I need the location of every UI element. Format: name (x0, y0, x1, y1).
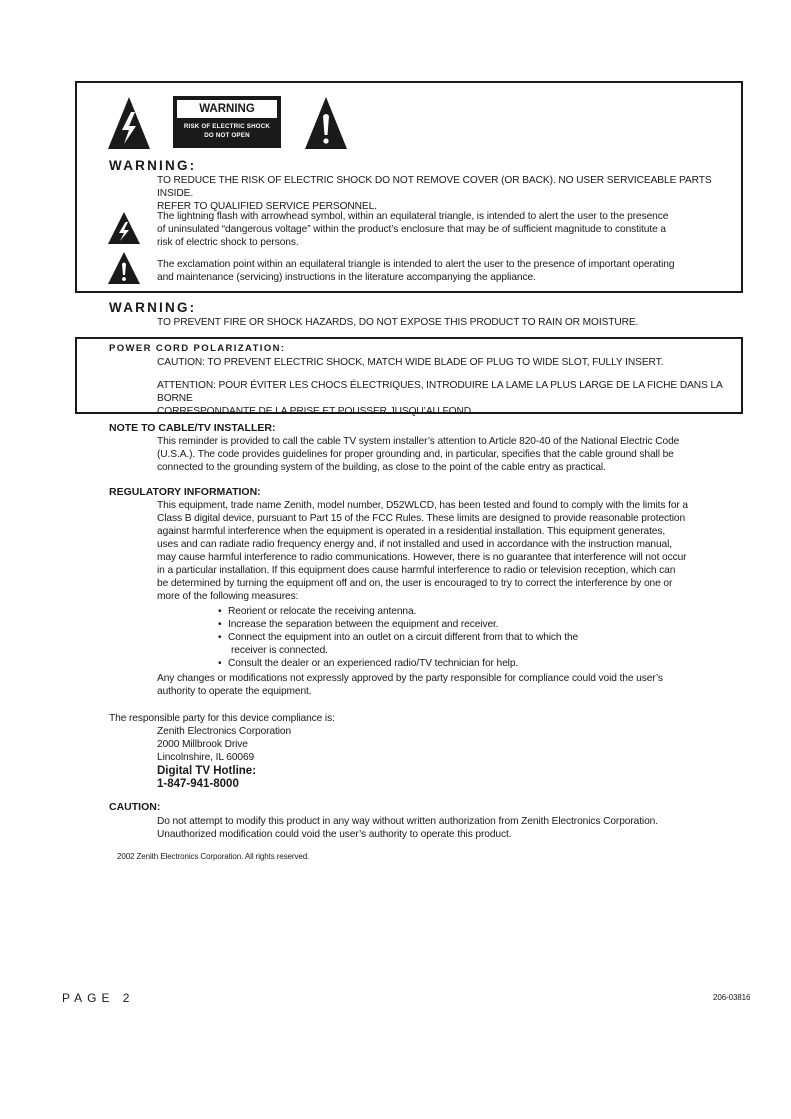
polarization-attention (157, 379, 737, 418)
caution-line: Unauthorized modification could void the user’s authority to operate this product. (157, 829, 512, 840)
exclamation-explanation (157, 258, 737, 284)
warning1-text (157, 174, 732, 213)
warning1-line2: REFER TO QUALIFIED SERVICE PERSONNEL. (157, 201, 377, 212)
cable-line: connected to the grounding system of the building, as close to the point of the cable entry as practical. (157, 462, 606, 473)
regulatory-line: in a particular installation. If this equipment does cause harmful interference to radio or television reception, which can (157, 565, 676, 576)
lightning-warning-icon (107, 96, 151, 155)
exclamation-line: and maintenance (servicing) instructions in the literature accompanying the appliance. (157, 272, 536, 283)
regulatory-line: more of the following measures: (157, 591, 299, 602)
warning-label (173, 96, 281, 148)
warning-label-line2: DO NOT OPEN (204, 131, 250, 139)
attention-line: CORRESPONDANTE DE LA PRISE ET POUSSER JUSQU’AU FOND. (157, 406, 474, 417)
regulatory-line: may cause harmful interference to radio communications. However, there is no guarantee that interference will not occur (157, 552, 687, 563)
copyright: 2002 Zenith Electronics Corporation. All rights reserved. (117, 852, 310, 861)
street-address: 2000 Millbrook Drive (157, 739, 248, 750)
lightning-small-icon (107, 211, 141, 250)
regulatory-text (157, 499, 737, 603)
cable-note-heading: NOTE TO CABLE/TV INSTALLER: (109, 422, 276, 434)
attention-line: ATTENTION: POUR ÉVITER LES CHOCS ÉLECTRIQUES, INTRODUIRE LA LAME LA PLUS LARGE DE LA FICHE DANS LA BORNE (157, 380, 723, 404)
list-item: • Connect the equipment into an outlet on a circuit different from that to which the (218, 632, 579, 643)
warning-label-line1: RISK OF ELECTRIC SHOCK (183, 123, 271, 130)
responsible-intro: The responsible party for this device compliance is: (109, 713, 335, 724)
closing-line: authority to operate the equipment. (157, 686, 312, 697)
lightning-line: The lightning flash with arrowhead symbol, within an equilateral triangle, is intended to alert the user to the presence (157, 211, 669, 222)
regulatory-line: against harmful interference when the equipment is operated in a residential installation. This equipment generates, (157, 526, 666, 537)
measure-text: Connect the equipment into an outlet on a circuit different from that to which the (228, 632, 579, 643)
hotline-label: Digital TV Hotline: (157, 765, 257, 777)
warning2-text: TO PREVENT FIRE OR SHOCK HAZARDS, DO NOT EXPOSE THIS PRODUCT TO RAIN OR MOISTURE. (157, 317, 639, 328)
doc-number: 206-03816 (713, 993, 751, 1002)
cable-line: (U.S.A.). The code provides guidelines for proper grounding and, in particular, specifies that the cable ground shall be (157, 449, 674, 460)
lightning-explanation (157, 210, 737, 249)
measure-text: Reorient or relocate the receiving antenna. (228, 606, 417, 617)
caution-text (157, 815, 737, 841)
caution-line: Do not attempt to modify this product in any way without written authorization from Zenith Electronics Corporation. (157, 816, 658, 827)
measures-list (218, 605, 658, 670)
measure-text: Increase the separation between the equipment and receiver. (228, 619, 499, 630)
hotline-number: 1-847-941-8000 (157, 778, 239, 790)
list-item: • Reorient or relocate the receiving antenna. (218, 606, 417, 617)
cable-line: This reminder is provided to call the cable TV system installer’s attention to Article 820-40 of the National Electric Code (157, 436, 680, 447)
polarization-heading: POWER CORD POLARIZATION: (109, 343, 286, 354)
exclamation-line: The exclamation point within an equilateral triangle is intended to alert the user to the presence of important operating (157, 259, 675, 270)
caution-heading: CAUTION: (109, 801, 161, 813)
cable-note-text (157, 435, 737, 474)
warning1-line1: TO REDUCE THE RISK OF ELECTRIC SHOCK DO NOT REMOVE COVER (OR BACK). NO USER SERVICEABLE PARTS INSIDE. (157, 175, 712, 199)
page-number: PAGE 2 (62, 991, 135, 1005)
list-item: • Increase the separation between the equipment and receiver. (218, 619, 499, 630)
lightning-line: of uninsulated “dangerous voltage” within the product’s enclosure that may be of sufficient magnitude to constitute a (157, 224, 666, 235)
warning-heading-2: WARNING: (109, 300, 197, 315)
regulatory-closing (157, 672, 737, 698)
regulatory-line: This equipment, trade name Zenith, model number, D52WLCD, has been tested and found to comply with the limits for a (157, 500, 688, 511)
measure-text: Consult the dealer or an experienced radio/TV technician for help. (228, 658, 519, 669)
closing-line: Any changes or modifications not expressly approved by the party responsible for compliance could void the user’s (157, 673, 663, 684)
regulatory-line: Class B digital device, pursuant to Part 15 of the FCC Rules. These limits are designed to provide reasonable protection (157, 513, 686, 524)
measure-text: receiver is connected. (231, 645, 328, 656)
exclamation-small-icon (107, 251, 141, 290)
responsible-address (157, 725, 291, 764)
polarization-caution: CAUTION: TO PREVENT ELECTRIC SHOCK, MATCH WIDE BLADE OF PLUG TO WIDE SLOT, FULLY INSERT. (157, 357, 664, 368)
warning-label-title: WARNING (177, 100, 277, 118)
lightning-line: risk of electric shock to persons. (157, 237, 299, 248)
regulatory-line: be determined by turning the equipment off and on, the user is encouraged to try to correct the interference by one or (157, 578, 673, 589)
list-item-continuation (218, 644, 658, 657)
regulatory-heading: REGULATORY INFORMATION: (109, 486, 261, 498)
regulatory-line: uses and can radiate radio frequency energy and, if not installed and used in accordance with the instruction manual, (157, 539, 672, 550)
city-address: Lincolnshire, IL 60069 (157, 752, 255, 763)
list-item: • Consult the dealer or an experienced radio/TV technician for help. (218, 658, 519, 669)
exclamation-warning-icon (304, 96, 348, 155)
warning-heading-1: WARNING: (109, 158, 197, 173)
company-name: Zenith Electronics Corporation (157, 726, 292, 737)
